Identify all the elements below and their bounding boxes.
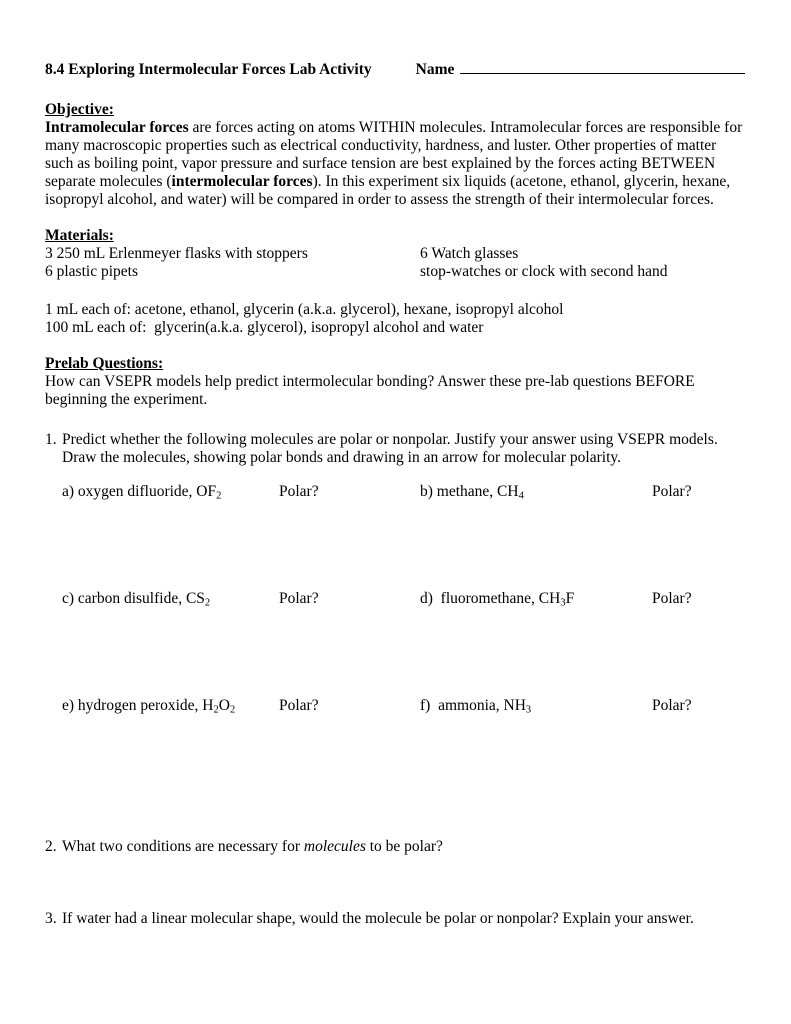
molecule-item-e [62, 697, 235, 715]
question-2 [45, 838, 745, 856]
molecule-name: a) oxygen difluoride, OF [62, 483, 217, 500]
formula-subscript: 2 [216, 490, 222, 502]
molecule-name: f) ammonia, NH [420, 697, 526, 714]
materials-item: 3 250 mL Erlenmeyer flasks with stoppers [45, 245, 308, 262]
materials-amount-line: 1 mL each of: acetone, ethanol, glycerin (a.k.a. glycerol), hexane, isopropyl alcohol [45, 301, 564, 318]
objective-text-1: are forces acting on atoms WITHIN molecules. Intramolecular forces are responsible for many macroscopic properties such as electrical conductivity, hardness, and luster. Other properties of matter such as boiling point, vapor pressure and surface tension are best explained by the forces acting BETWEEN separate molecules ( [45, 119, 743, 190]
question-2-italic: molecules [303, 838, 366, 855]
question-3 [45, 910, 745, 928]
name-label: Name [415, 61, 455, 78]
molecule-name: e) hydrogen peroxide, H [62, 697, 214, 714]
page-title: 8.4 Exploring Intermolecular Forces Lab Activity [45, 61, 372, 78]
name-blank-line[interactable] [460, 61, 745, 74]
formula-element: O [218, 697, 230, 714]
objective-bold-inline: intermolecular forces [171, 173, 313, 190]
formula-tail: F [565, 590, 575, 607]
molecule-name: c) carbon disulfide, CS [62, 590, 205, 607]
spacer [45, 467, 745, 483]
formula-subscript: 4 [518, 490, 524, 502]
prelab-intro: How can VSEPR models help predict intermolecular bonding? Answer these pre-lab questions BEFORE beginning the experiment. [45, 373, 695, 408]
question-2-marker: 2. [45, 838, 57, 855]
polar-prompt-e: Polar? [279, 697, 319, 714]
materials-row [45, 245, 745, 263]
objective-text-2: ). In this experiment six liquids (acetone, ethanol, glycerin, hexane, isopropyl alcohol, and water) will be compared in order to assess the strength of their intermolecular forces. [45, 173, 731, 208]
materials-amount-line: 100 mL each of: glycerin(a.k.a. glycerol), isopropyl alcohol and water [45, 319, 484, 336]
spacer [45, 804, 745, 838]
objective-paragraph [45, 119, 745, 209]
question-3-text: If water had a linear molecular shape, would the molecule be polar or nonpolar? Explain your answer. [62, 910, 694, 927]
formula-subscript: 3 [525, 704, 532, 716]
molecule-item-d [420, 590, 574, 608]
molecule-row [45, 590, 745, 697]
formula-subscript: 3 [560, 597, 566, 609]
polar-prompt-d: Polar? [652, 590, 692, 607]
question-1-text: Predict whether the following molecules are polar or nonpolar. Justify your answer using VSEPR models. Draw the molecules, showing polar bonds and drawing in an arrow for molecular polarity. [62, 431, 718, 466]
materials-heading: Materials: [45, 227, 114, 244]
question-2-text-2: to be polar? [365, 838, 443, 855]
polar-prompt-a: Polar? [279, 483, 319, 500]
materials-item: 6 Watch glasses [420, 245, 519, 262]
formula-subscript: 2 [213, 704, 219, 716]
materials-item: 6 plastic pipets [45, 263, 138, 280]
question-1-marker: 1. [45, 431, 57, 448]
molecule-item-f [420, 697, 531, 715]
molecule-row [45, 697, 745, 804]
document-body [45, 61, 745, 928]
molecule-item-b [420, 483, 524, 501]
prelab-heading: Prelab Questions: [45, 355, 164, 372]
materials-item: stop-watches or clock with second hand [420, 263, 668, 280]
spacer [45, 79, 745, 101]
objective-heading: Objective: [45, 101, 114, 118]
spacer [45, 856, 745, 910]
spacer [45, 209, 745, 227]
question-3-marker: 3. [45, 910, 57, 927]
formula-subscript: 2 [229, 704, 236, 716]
spacer [45, 281, 745, 301]
formula-subscript: 2 [204, 597, 211, 609]
molecule-name: b) methane, CH [420, 483, 519, 500]
molecule-item-a [62, 483, 221, 501]
molecule-row [45, 483, 745, 590]
document-header [45, 61, 745, 79]
question-1 [45, 431, 745, 467]
question-2-text-1: What two conditions are necessary for [62, 838, 304, 855]
molecule-name: d) fluoromethane, CH [420, 590, 561, 607]
spacer [45, 337, 745, 355]
spacer [45, 409, 745, 431]
materials-row [45, 263, 745, 281]
polar-prompt-c: Polar? [279, 590, 319, 607]
molecule-item-c [62, 590, 210, 608]
objective-bold-lead: Intramolecular forces [45, 119, 189, 136]
polar-prompt-f: Polar? [652, 697, 692, 714]
polar-prompt-b: Polar? [652, 483, 692, 500]
